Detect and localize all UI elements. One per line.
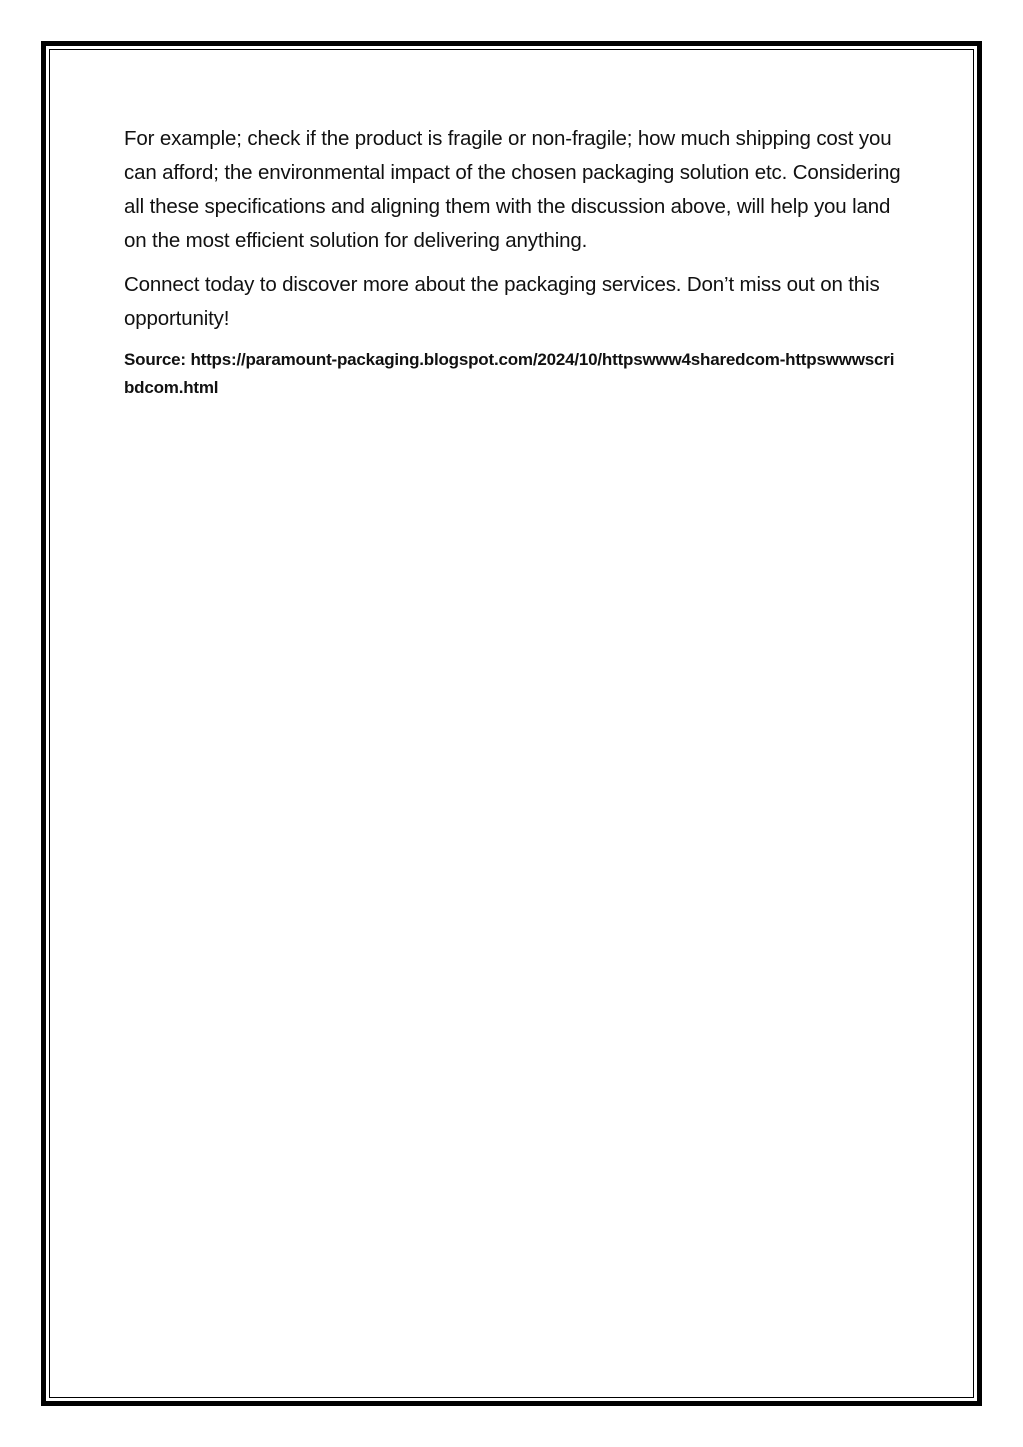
source-label: Source: <box>124 350 186 369</box>
source-line <box>124 346 904 402</box>
source-url[interactable]: https://paramount-packaging.blogspot.com/2024/10/httpswww4sharedcom-httpswwwscribdcom.html <box>124 350 895 397</box>
body-paragraph-2: Connect today to discover more about the packaging services. Don’t miss out on this opportunity! <box>124 273 880 330</box>
page-content <box>124 122 904 402</box>
body-paragraph-1: For example; check if the product is fragile or non-fragile; how much shipping cost you can afford; the environmental impact of the chosen packaging solution etc. Considering all these specifications and aligning them with the discussion above, will help you land on the most efficient solution for delivering anything. <box>124 127 901 252</box>
